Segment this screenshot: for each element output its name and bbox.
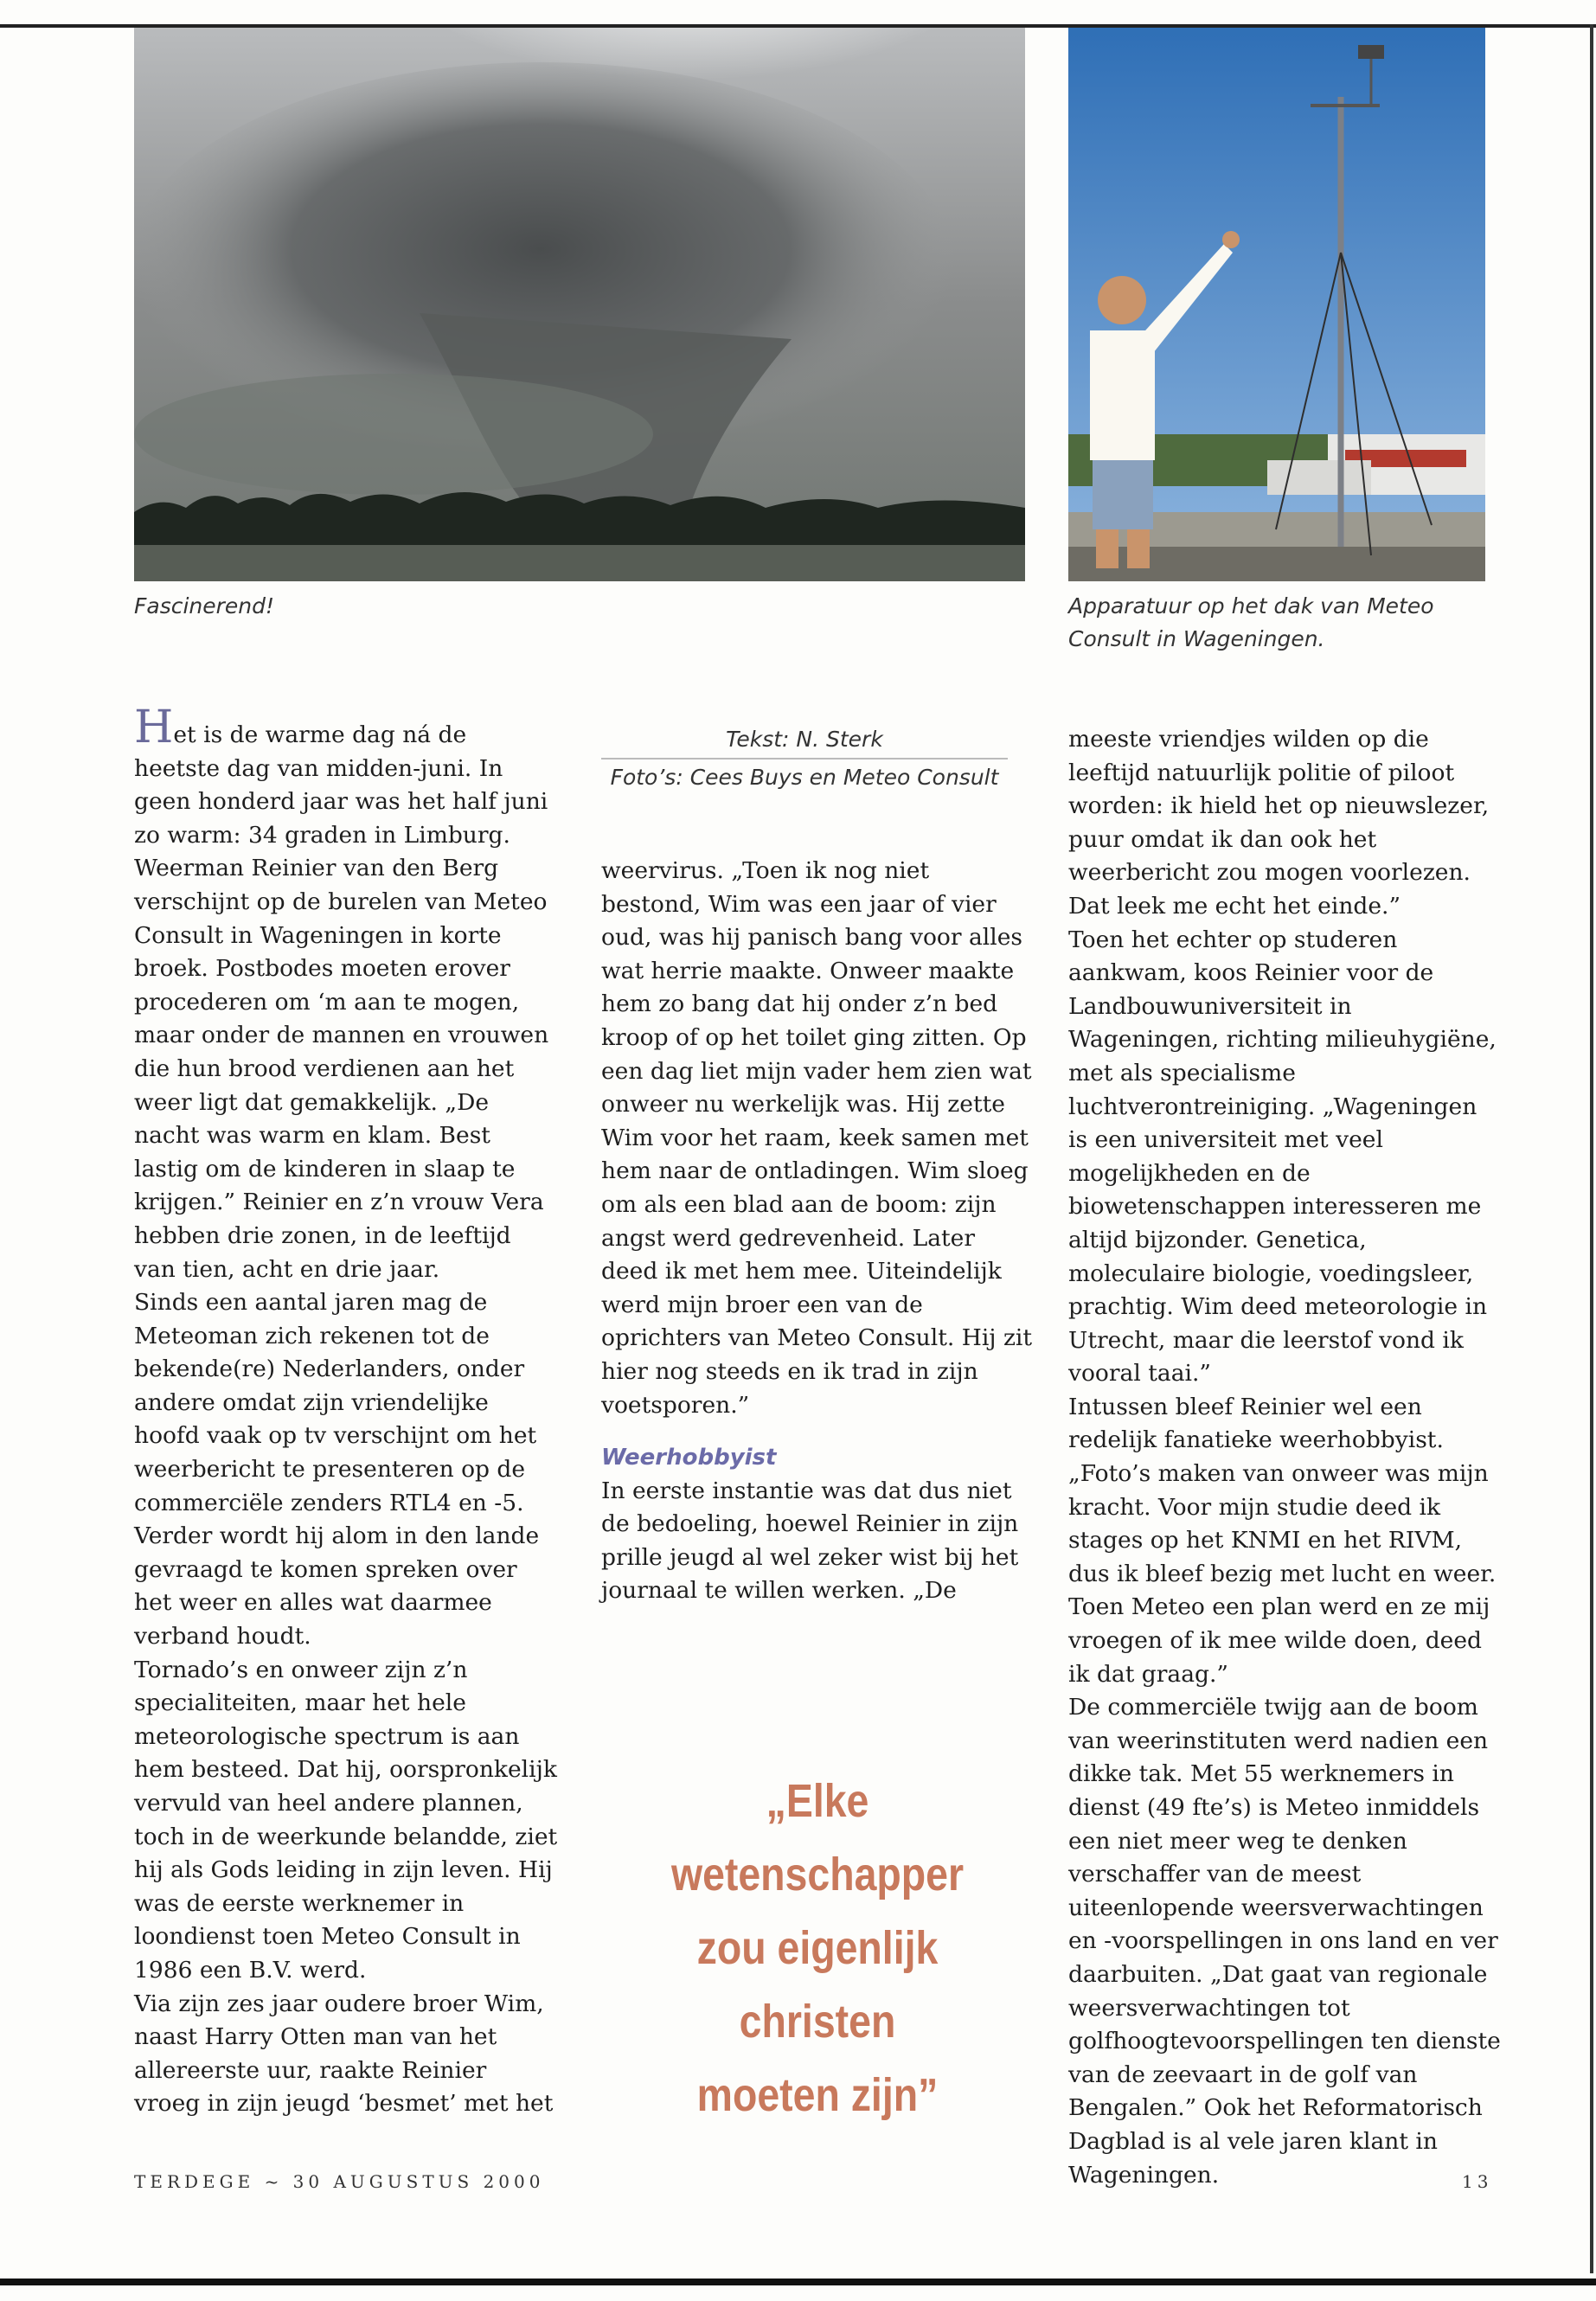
paragraph: Via zijn zes jaar oudere broer Wim, naast Harry Otten man van het allereerste uur, raakte Reinier vroeg in zijn jeugd ‘besmet’ met het bbox=[134, 1990, 554, 2118]
bottom-rule bbox=[0, 2279, 1596, 2285]
drop-cap: H bbox=[134, 702, 174, 753]
tornado-photo bbox=[134, 28, 1025, 581]
weather-station-photo-caption: Apparatuur op het dak van Meteo Consult in Wageningen. bbox=[1068, 593, 1434, 651]
paragraph: Tornado’s en onweer zijn z’n specialiteiten, maar het hele meteorologische spectrum is aan hem besteed. Dat hij, oorspronkelijk vervuld van heel andere plannen, toch in de weerkunde belandde, ziet hij als Gods leiding in zijn leven. Hij was de eerste werknemer in loondienst toen Meteo Consult in 1986 een B.V. werd. bbox=[134, 1656, 558, 1984]
article-column-2 bbox=[601, 855, 1034, 1608]
pull-quote-line: „Elke bbox=[766, 1775, 869, 1827]
pull-quote bbox=[631, 1765, 1003, 2132]
paragraph: meeste vriendjes wilden op die leeftijd natuurlijk politie of piloot worden: ik hield het op nieuwslezer, puur omdat ik dan ook het weerbericht zou mogen voorlezen. Dat leek me echt het einde.” bbox=[1068, 726, 1490, 920]
tornado-photo-caption: Fascinerend! bbox=[134, 593, 275, 619]
footer-page-number: 13 bbox=[1462, 2171, 1493, 2192]
credits-divider bbox=[601, 758, 1008, 760]
pull-quote-line: christen bbox=[739, 1996, 896, 2048]
paragraph: In eerste instantie was dat dus niet de bedoeling, hoewel Reinier in zijn prille jeugd al wel zeker wist bij het journaal te willen werken. „De bbox=[601, 1477, 1019, 1605]
weather-station-photo bbox=[1068, 28, 1485, 581]
subheading: Weerhobbyist bbox=[601, 1445, 777, 1471]
article-credits bbox=[601, 723, 1008, 794]
intro-text: et is de warme dag ná de heetste dag van midden-juni. In geen honderd jaar was het half juni zo warm: 34 graden in Limburg. Weerman Reinier van den Berg verschijnt op de burelen van Meteo Consult in Wageningen in korte broek. Postbodes moeten erover procederen om ‘m aan te mogen, maar onder de mannen en vrouwen die hun brood verdienen aan het weer ligt dat gemakkelijk. „De nacht was warm en klam. Best lastig om de kinderen in slaap te krijgen.” Reinier en z’n vrouw Vera hebben drie zonen, in de leeftijd van tien, acht en drie jaar. bbox=[134, 721, 549, 1283]
pull-quote-line: wetenschapper bbox=[670, 1849, 965, 1900]
intro-paragraph bbox=[134, 702, 558, 1286]
paragraph: De commerciële twijg aan de boom van weerinstituten werd nadien een dikke tak. Met 55 werknemers in dienst (49 fte’s) is Meteo inmiddels een niet meer weg te denken verschaffer van de meest uiteenlopende weersverwachtingen en -voorspellingen in ons land en ver daarbuiten. „Dat gaat van regionale weersverwachtingen tot golfhoogtevoorspellingen ten dienste van de zeevaart in de golf van Bengalen.” Ook het Reformatorisch Dagblad is al vele jaren klant in Wageningen. bbox=[1068, 1694, 1501, 2189]
pull-quote-line: zou eigenlijk bbox=[696, 1922, 939, 1974]
right-rule bbox=[1590, 24, 1593, 2273]
paragraph: Sinds een aantal jaren mag de Meteoman zich rekenen tot de bekende(re) Nederlanders, onder andere omdat zijn vriendelijke hoofd vaak op tv verschijnt om het weerbericht te presenteren op de commerciële zenders RTL4 en -5. Verder wordt hij alom in den lande gevraagd te komen spreken over het weer en alles wat daarmee verband houdt. bbox=[134, 1289, 540, 1650]
paragraph: weervirus. „Toen ik nog niet bestond, Wim was een jaar of vier oud, was hij panisch bang voor alles wat herrie maakte. Onweer maakte hem zo bang dat hij onder z’n bed kroop of op het toilet ging zitten. Op een dag liet mijn vader hem zien wat onweer nu werkelijk was. Hij zette Wim voor het raam, keek samen met hem naar de ontladingen. Wim sloeg om als een blad aan de boom: zijn angst werd gedrevenheid. Later deed ik met hem mee. Uiteindelijk werd mijn broer een van de oprichters van Meteo Consult. Hij zit hier nog steeds en ik trad in zijn voetsporen.” bbox=[601, 857, 1033, 1419]
credits-photos: Foto’s: Cees Buys en Meteo Consult bbox=[610, 765, 999, 790]
credits-text: Tekst: N. Sterk bbox=[726, 727, 883, 752]
footer-publication: TERDEGE ~ 30 AUGUSTUS 2000 bbox=[134, 2171, 545, 2192]
article-column-1 bbox=[134, 702, 558, 2121]
paragraph: Toen het echter op studeren aankwam, koos Reinier voor de Landbouwuniversiteit in Wageningen, richting milieuhygiëne, met als specialisme luchtverontreiniging. „Wageningen is een universiteit met veel mogelijkheden en de biowetenschappen interesseren me altijd bijzonder. Genetica, moleculaire biologie, voedingsleer, prachtig. Wim deed meteorologie in Utrecht, maar die leerstof vond ik vooral taai.” bbox=[1068, 926, 1497, 1388]
paragraph: Intussen bleef Reinier wel een redelijk fanatieke weerhobbyist. „Foto’s maken van onweer was mijn kracht. Voor mijn studie deed ik stages op het KNMI en het RIVM, dus ik bleef bezig met lucht en weer. Toen Meteo een plan werd en ze mij vroegen of ik mee wilde doen, deed ik dat graag.” bbox=[1068, 1393, 1497, 1688]
pull-quote-line: moeten zijn” bbox=[696, 2069, 939, 2121]
article-column-3 bbox=[1068, 723, 1501, 2192]
